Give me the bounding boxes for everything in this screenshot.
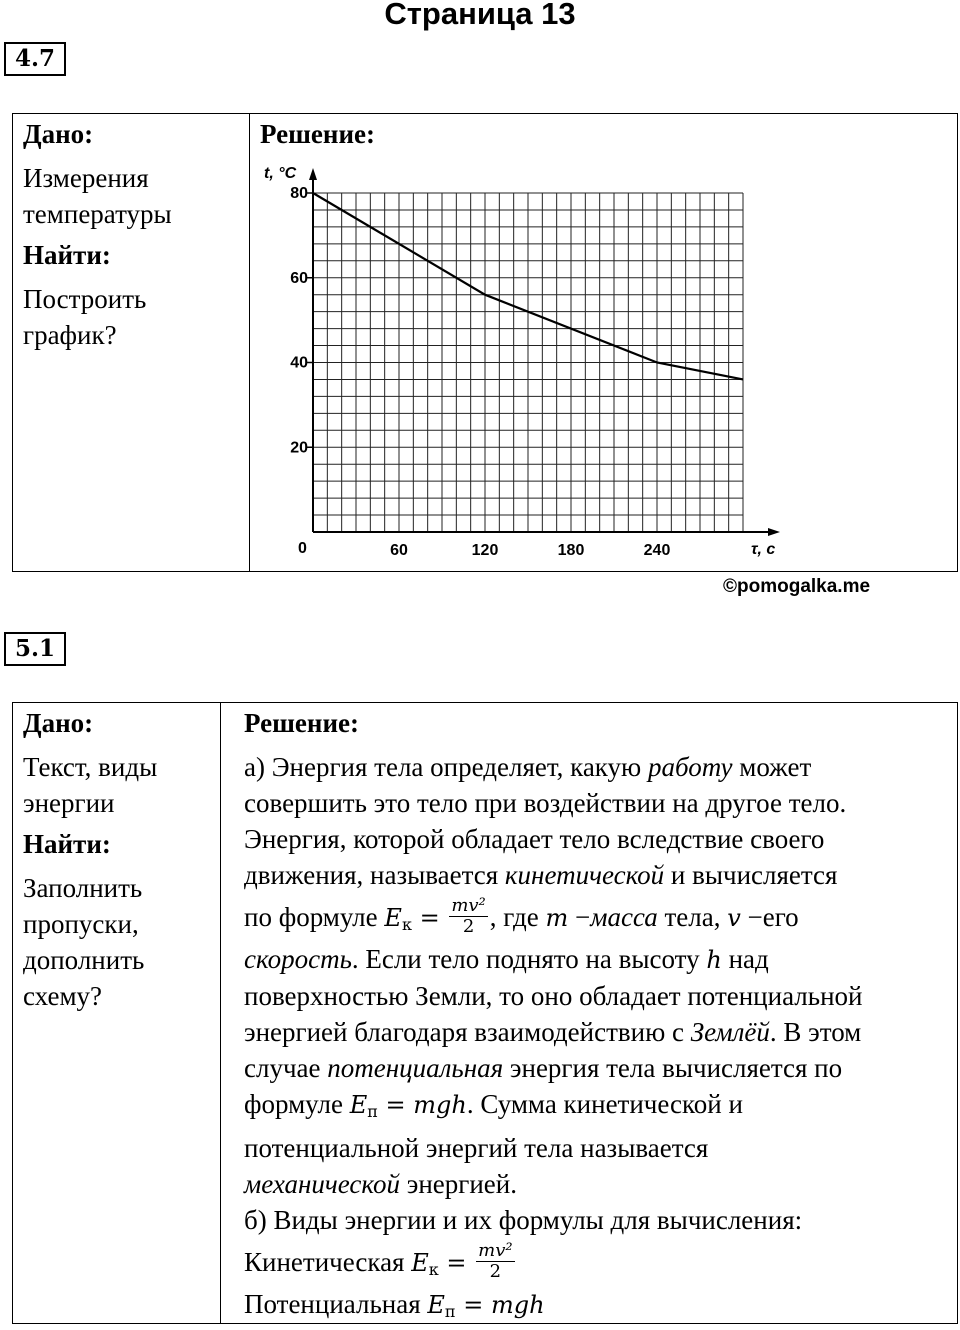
page-title: Страница 13: [384, 0, 576, 31]
y-tick-label: 20: [290, 439, 308, 457]
y-tick-label: 40: [290, 354, 308, 372]
find-label: Найти:: [23, 829, 111, 859]
given-column: [13, 114, 250, 571]
y-axis-arrow: [309, 168, 317, 180]
x-tick-label: 240: [643, 542, 671, 559]
find-label: Найти:: [23, 240, 111, 270]
solution-label: Решение:: [260, 119, 375, 149]
y-tick-label: 60: [290, 269, 308, 287]
given-text: Текст, виды энергии: [23, 752, 158, 818]
temperature-chart: [248, 150, 798, 570]
y-axis-label: t, °C: [264, 165, 297, 182]
given-text: Измерения температуры: [23, 163, 172, 229]
given-label: Дано:: [23, 119, 94, 149]
origin-label: 0: [298, 540, 307, 557]
y-tick-label: 80: [290, 185, 308, 202]
chart-ticks: [290, 185, 670, 559]
given-column: [13, 703, 221, 1323]
task-5-1-table: [12, 702, 958, 1324]
x-tick-label: 60: [390, 542, 408, 559]
find-text: Построить график?: [23, 284, 147, 350]
task-number-5-1: 5.1: [4, 632, 66, 666]
find-text: Заполнить пропуски, дополнить схему?: [23, 873, 145, 1011]
x-axis-label: τ, с: [751, 541, 776, 558]
x-axis-arrow: [768, 528, 780, 536]
chart-grid: [313, 193, 743, 532]
x-tick-label: 180: [557, 542, 585, 559]
kinetic-fraction: $\frac{\text{mv²}}{2}$: [451, 895, 486, 938]
task-number-4-7: 4.7: [4, 42, 66, 76]
given-label: Дано:: [23, 708, 94, 738]
solution-label: Решение:: [244, 708, 359, 738]
solution-column: [232, 703, 957, 1330]
solution-text: а) Энергия тела определяет, какую работу может совершить это тело при воздействии на другое тело. Энергия, которой обладает тело вследствие своего движения, называется кинетической и вычисляется по формуле $E_к$ = $\frac{\text{mv²}}{2}$ , где m −масса тела, v −его скорость. Если тело поднято на высоту h над поверхностью Земли, то оно обладает потенциальной энергией благодаря взаимодействию с Землёй. В этом случае потенциальная энергия тела вычисляется по формуле $E_п$ = mgh. Сумма кинетической и потенциальной энергий тела называется механической энергией. б) Виды энергии и их формулы для вычисления: Кинетическая $E_к$ = $\frac{\text{mv²}}{2}$ Потенциальная $E_п$ = mgh: [244, 752, 863, 1321]
x-tick-label: 120: [471, 542, 499, 559]
watermark: ©pomogalka.me: [723, 576, 871, 597]
